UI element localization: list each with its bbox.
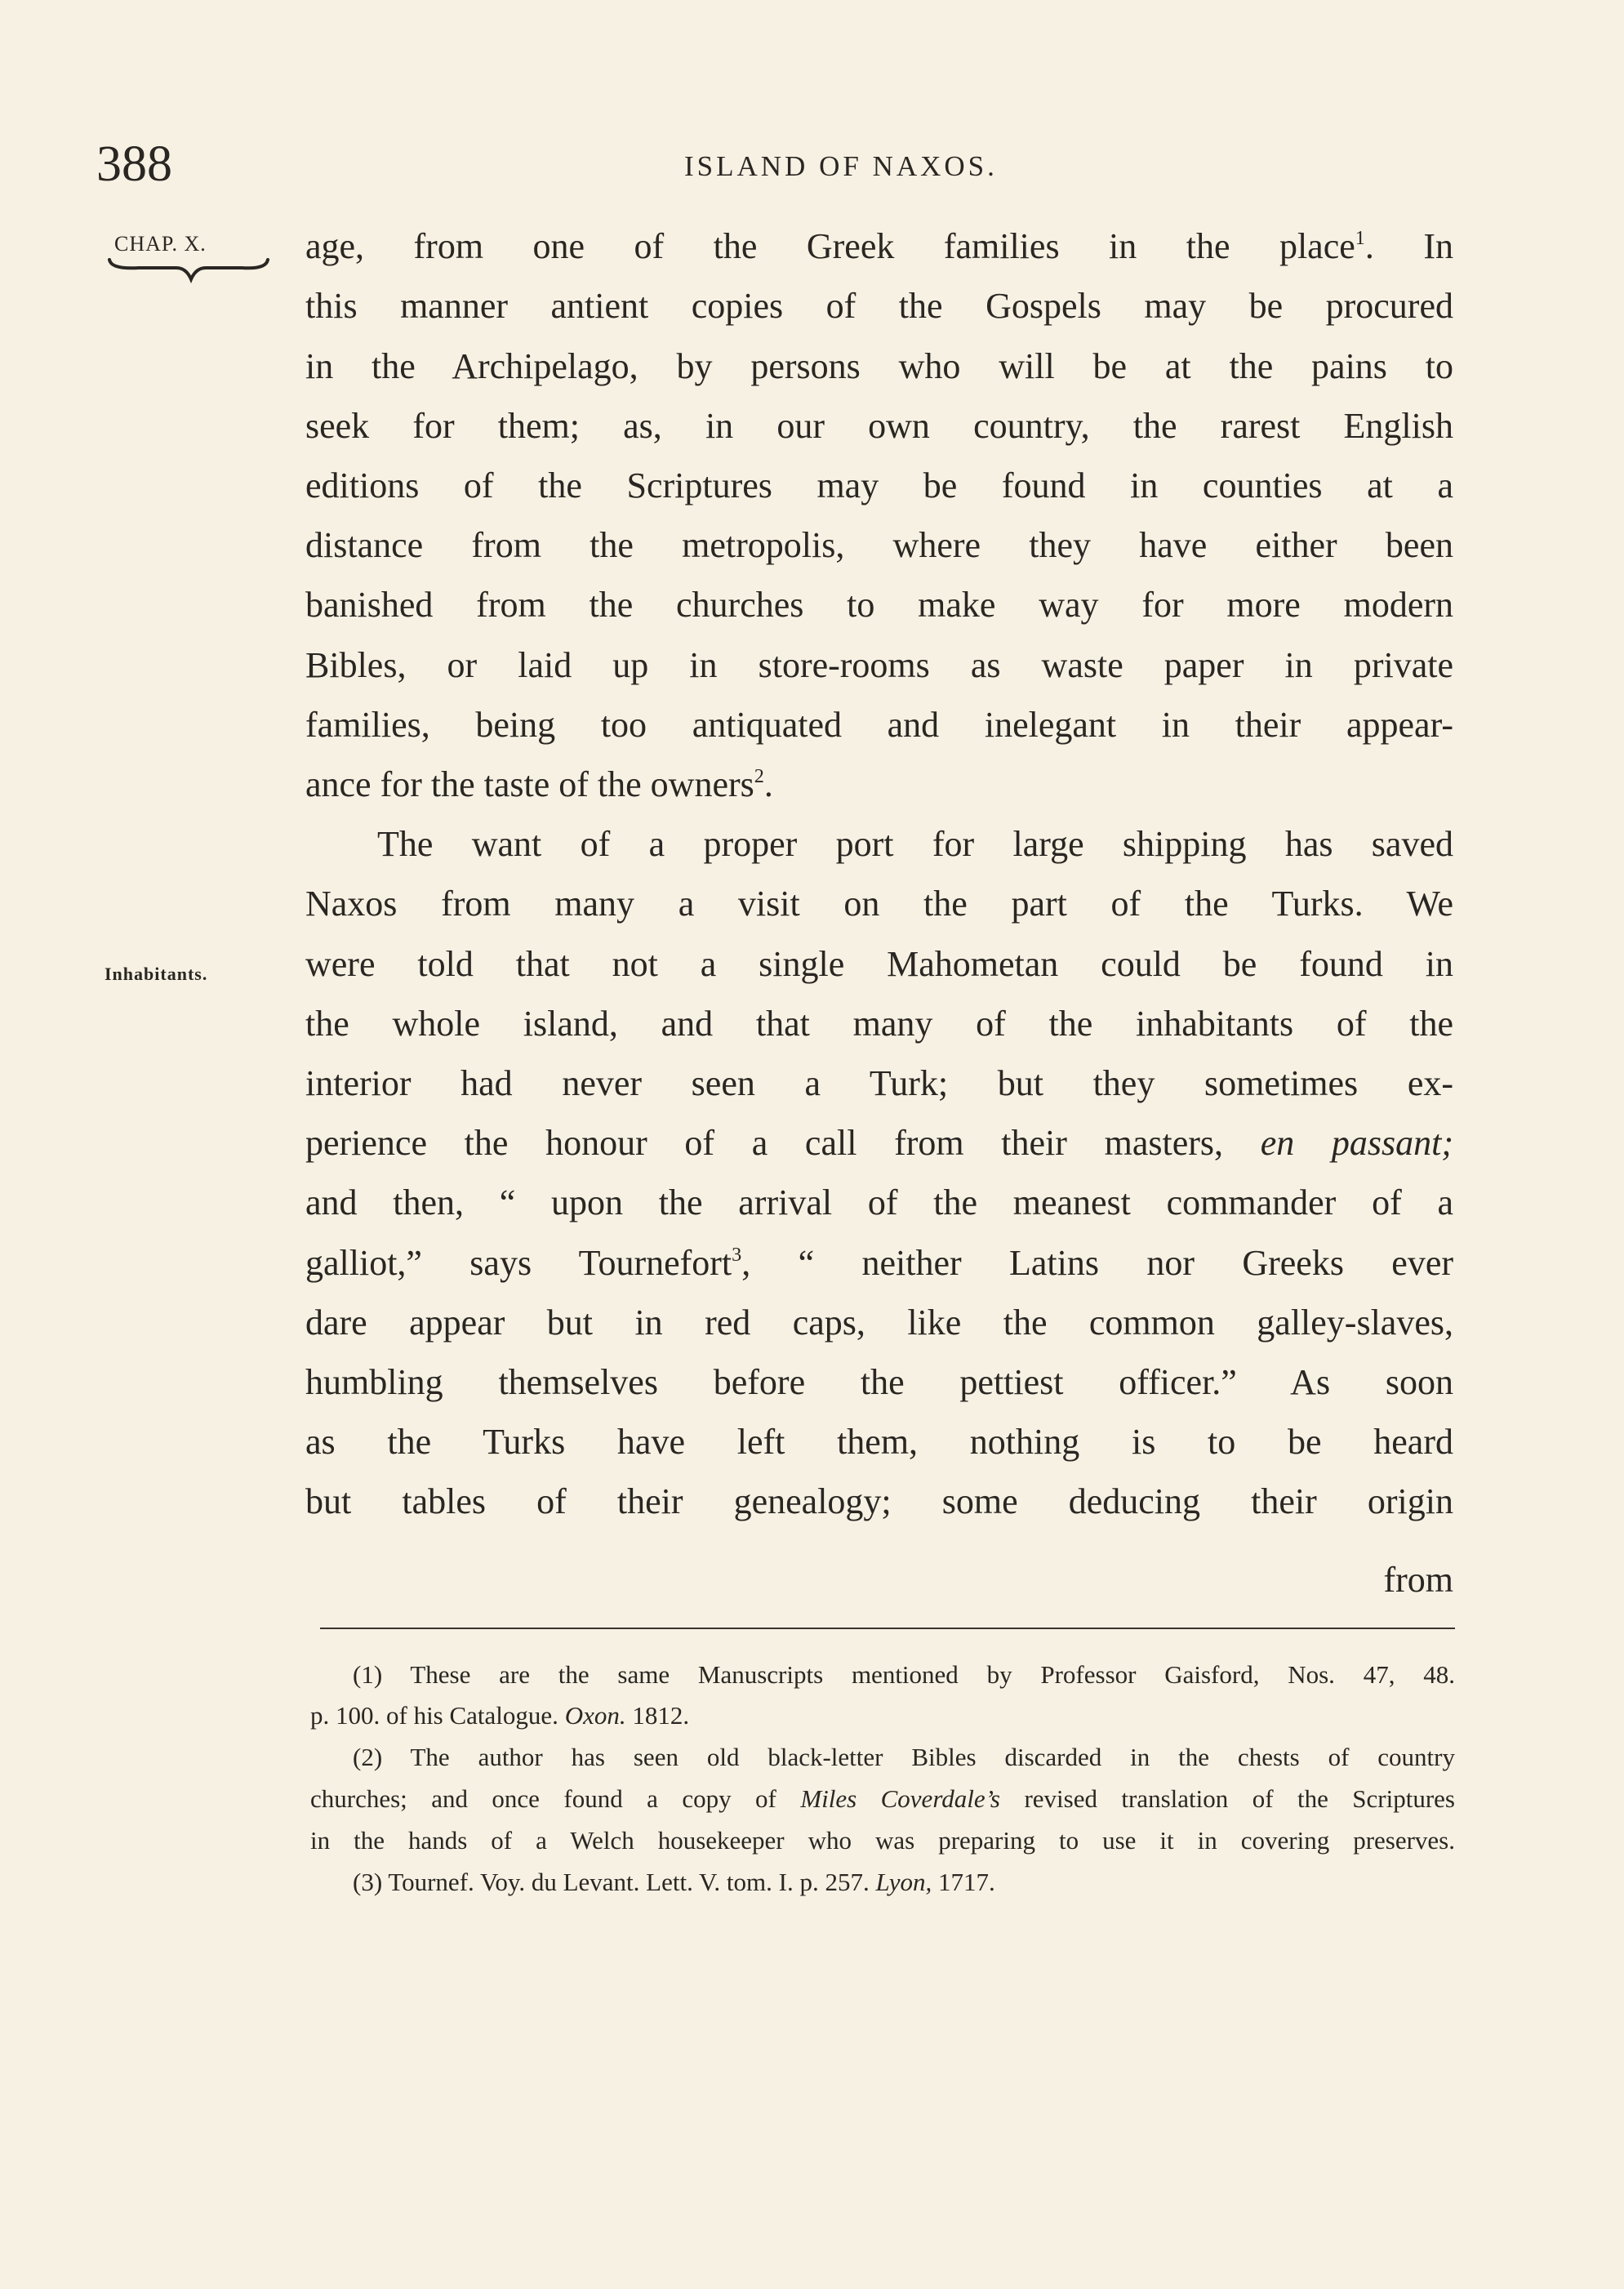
body-line: editions of the Scriptures may be found in counties at a [305, 465, 1453, 505]
footnote-divider [320, 1628, 1455, 1629]
body-line: The want of a proper port for large shipping has saved [377, 824, 1453, 864]
body-line: families, being too antiquated and inelegant in their appear- [305, 705, 1453, 745]
catchword: from [1383, 1560, 1453, 1600]
body-line: distance from the metropolis, where they have either been [305, 525, 1453, 565]
chapter-brace-icon [106, 256, 269, 284]
body-line: interior had never seen a Turk; but they sometimes ex- [305, 1063, 1453, 1103]
footnote-line: churches; and once found a copy of Miles Coverdale’s revised translation of the Scriptures [310, 1784, 1455, 1813]
body-line: ance for the taste of the owners$^2$. [305, 764, 773, 804]
body-line: seek for them; as, in our own country, the rarest English [305, 406, 1453, 446]
footnote-line: in the hands of a Welch housekeeper who was preparing to use it in covering preserves. [310, 1826, 1455, 1855]
body-line: but tables of their genealogy; some deducing their origin [305, 1481, 1453, 1521]
body-line: in the Archipelago, by persons who will be at the pains to [305, 346, 1453, 386]
footnote-line: (2) The author has seen old black-letter Bibles discarded in the chests of country [353, 1743, 1455, 1771]
body-line: were told that not a single Mahometan could be found in [305, 944, 1453, 984]
body-line: banished from the churches to make way for more modern [305, 585, 1453, 625]
chapter-marginal-label [106, 234, 269, 284]
body-line: as the Turks have left them, nothing is to be heard [305, 1422, 1453, 1462]
running-title: ISLAND OF NAXOS. [684, 150, 998, 182]
body-line: and then, “ upon the arrival of the meanest commander of a [305, 1182, 1453, 1222]
page-number: 388 [96, 136, 172, 192]
body-line: galliot,” says Tournefort$^3$, “ neither Latins nor Greeks ever [305, 1243, 1453, 1283]
footnote-line: (1) These are the same Manuscripts mentioned by Professor Gaisford, Nos. 47, 48. [353, 1660, 1455, 1689]
body-line: dare appear but in red caps, like the common galley-slaves, [305, 1303, 1453, 1343]
body-line: perience the honour of a call from their masters, en passant; [305, 1123, 1454, 1163]
chapter-label: CHAP. X. [114, 232, 207, 256]
body-line: Bibles, or laid up in store-rooms as waste paper in private [305, 645, 1453, 685]
body-line: age, from one of the Greek families in the place$^1$. In [305, 226, 1453, 266]
sidenote-inhabitants: Inhabitants. [105, 964, 208, 984]
body-line: Naxos from many a visit on the part of the Turks. We [305, 884, 1453, 924]
footnote-line: p. 100. of his Catalogue. Oxon. 1812. [310, 1701, 690, 1730]
body-line: humbling themselves before the pettiest officer.” As soon [305, 1362, 1453, 1402]
body-line: this manner antient copies of the Gospels may be procured [305, 286, 1453, 326]
body-line: the whole island, and that many of the inhabitants of the [305, 1004, 1453, 1044]
footnote-line: (3) Tournef. Voy. du Levant. Lett. V. tom. I. p. 257. Lyon, 1717. [353, 1868, 995, 1896]
